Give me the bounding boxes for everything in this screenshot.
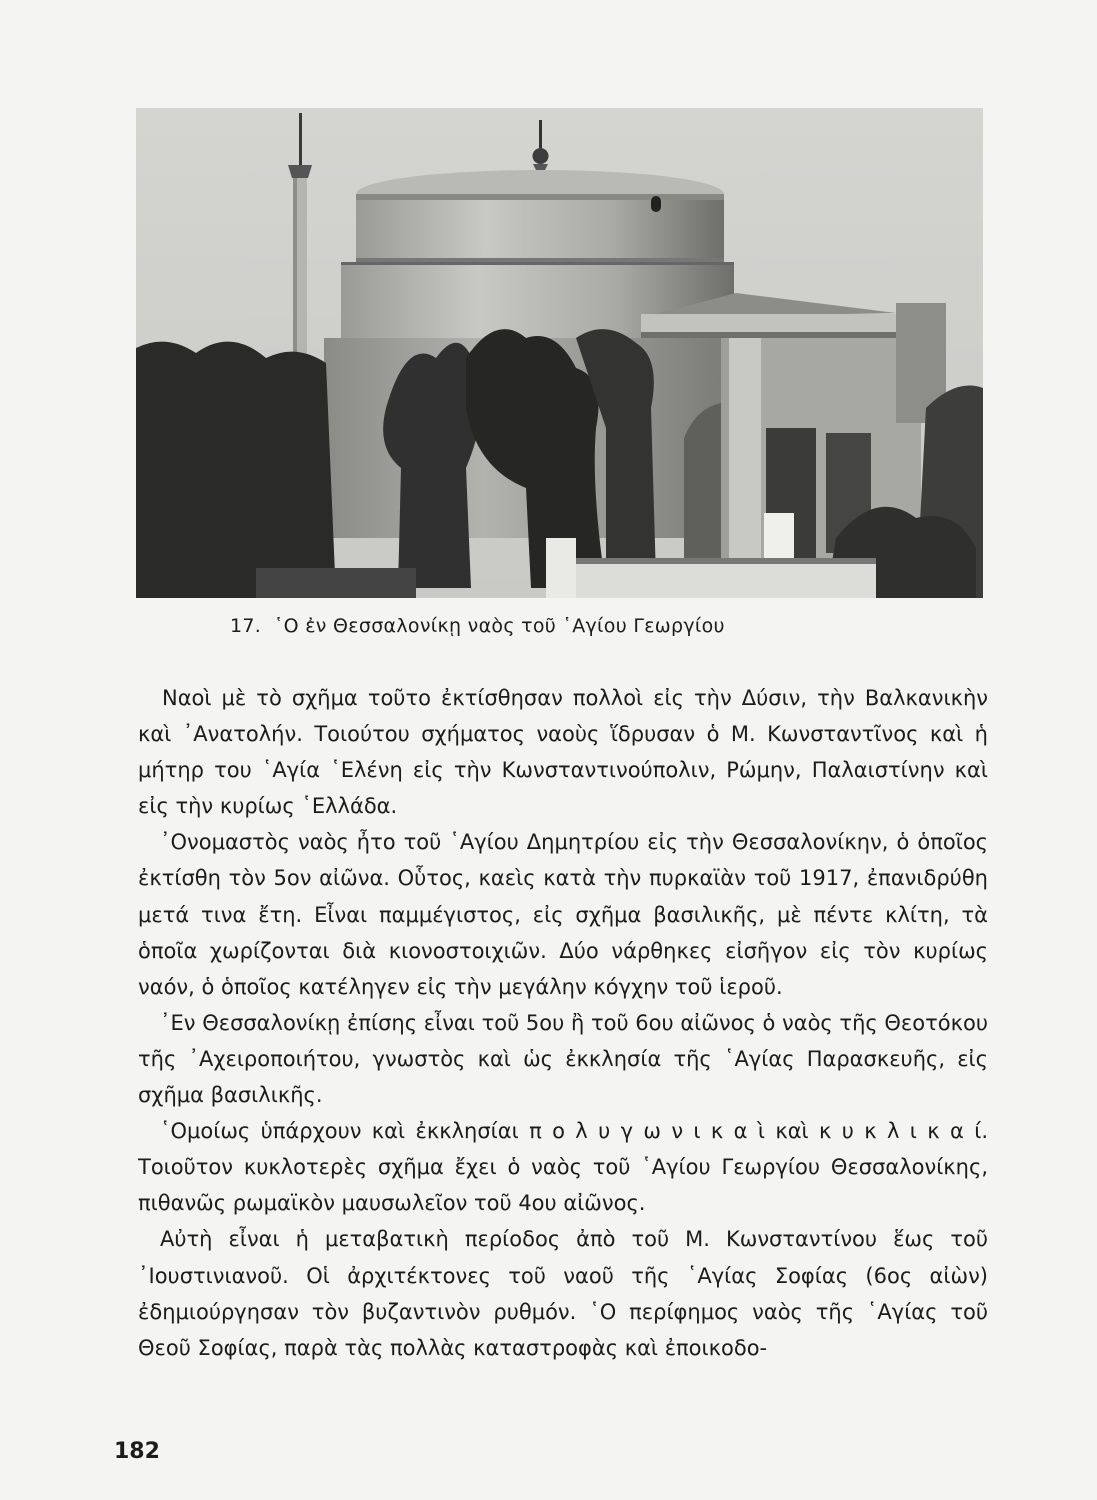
- caption-text: ῾Ο ἐν Θεσσαλονίκῃ ναὸς τοῦ ῾Αγίου Γεωργίου: [273, 615, 725, 637]
- paragraph: ᾿Εν Θεσσαλονίκῃ ἐπίσης εἶναι τοῦ 5ου ἢ τοῦ 6ου αἰῶνος ὁ ναὸς τῆς Θεοτόκου τῆς ᾿Αχειροποιήτου, γνωστὸς καὶ ὡς ἐκκλησία τῆς ῾Αγίας Παρασκευῆς, εἰς σχῆμα βασιλικῆς.: [138, 1010, 988, 1108]
- upper-drum: [356, 170, 724, 262]
- paragraph: ῾Ομοίως ὑπάρχουν καὶ ἐκκλησίαι π ο λ υ γ ω ν ι κ α ὶ καὶ κ υ κ λ ι κ α ί. Τοιοῦτον κυκλοτερὲς σχῆμα ἔχει ὁ ναὸς τοῦ ῾Αγίου Γεωργίου Θεσσαλονίκης, πιθανῶς ρωμαϊκὸν μαυσωλεῖον τοῦ 4ου αἰῶνος.: [138, 1119, 988, 1216]
- rotunda-photo: [136, 108, 983, 598]
- body-text: [138, 680, 988, 1366]
- page-number: 182: [114, 1439, 160, 1464]
- caption-number: 17.: [230, 615, 262, 637]
- rotunda-illustration: [136, 108, 983, 598]
- paragraph: ᾿Ονομαστὸς ναὸς ἦτο τοῦ ῾Αγίου Δημητρίου εἰς τὴν Θεσσαλονίκην, ὁ ὁποῖος ἐκτίσθη τὸν 5ον αἰῶνα. Οὗτος, καεὶς κατὰ τὴν πυρκαϊὰν τοῦ 1917, ἐπανιδρύθη μετά τινα ἔτη. Εἶναι παμμέγιστος, εἰς σχῆμα βασιλικῆς, μὲ πέντε κλίτη, τὰ ὁποῖα χωρίζονται διὰ κιονοστοιχιῶν. Δύο νάρθηκες εἰσῆγον εἰς τὸν κυρίως ναόν, ὁ ὁποῖος κατέληγεν εἰς τὴν μεγάλην κόγχην τοῦ ἱεροῦ.: [138, 830, 988, 999]
- paragraph: Ναοὶ μὲ τὸ σχῆμα τοῦτο ἐκτίσθησαν πολλοὶ εἰς τὴν Δύσιν, τὴν Βαλκανικὴν καὶ ᾿Ανατολήν. Τοιούτου σχήματος ναοὺς ἵδρυσαν ὁ Μ. Κωνσταντῖνος καὶ ἡ μήτηρ του ῾Αγία ῾Ελένη εἰς τὴν Κωνσταντινούπολιν, Ρώμην, Παλαιστίνην καὶ εἰς τὴν κυρίως ῾Ελλάδα.: [138, 686, 988, 819]
- figure-caption: [230, 612, 930, 640]
- paragraph: Αὐτὴ εἶναι ἡ μεταβατικὴ περίοδος ἀπὸ τοῦ Μ. Κωνσταντίνου ἕως τοῦ ᾿Ιουστινιανοῦ. Οἱ ἀρχιτέκτονες τοῦ ναοῦ τῆς ῾Αγίας Σοφίας (6ος αἰὼν) ἐδημιούργησαν τὸν βυζαντινὸν ρυθμόν. ῾Ο περίφημος ναὸς τῆς ῾Αγίας τοῦ Θεοῦ Σοφίας, παρὰ τὰς πολλὰς καταστροφὰς καὶ ἐποικοδο-: [138, 1227, 988, 1360]
